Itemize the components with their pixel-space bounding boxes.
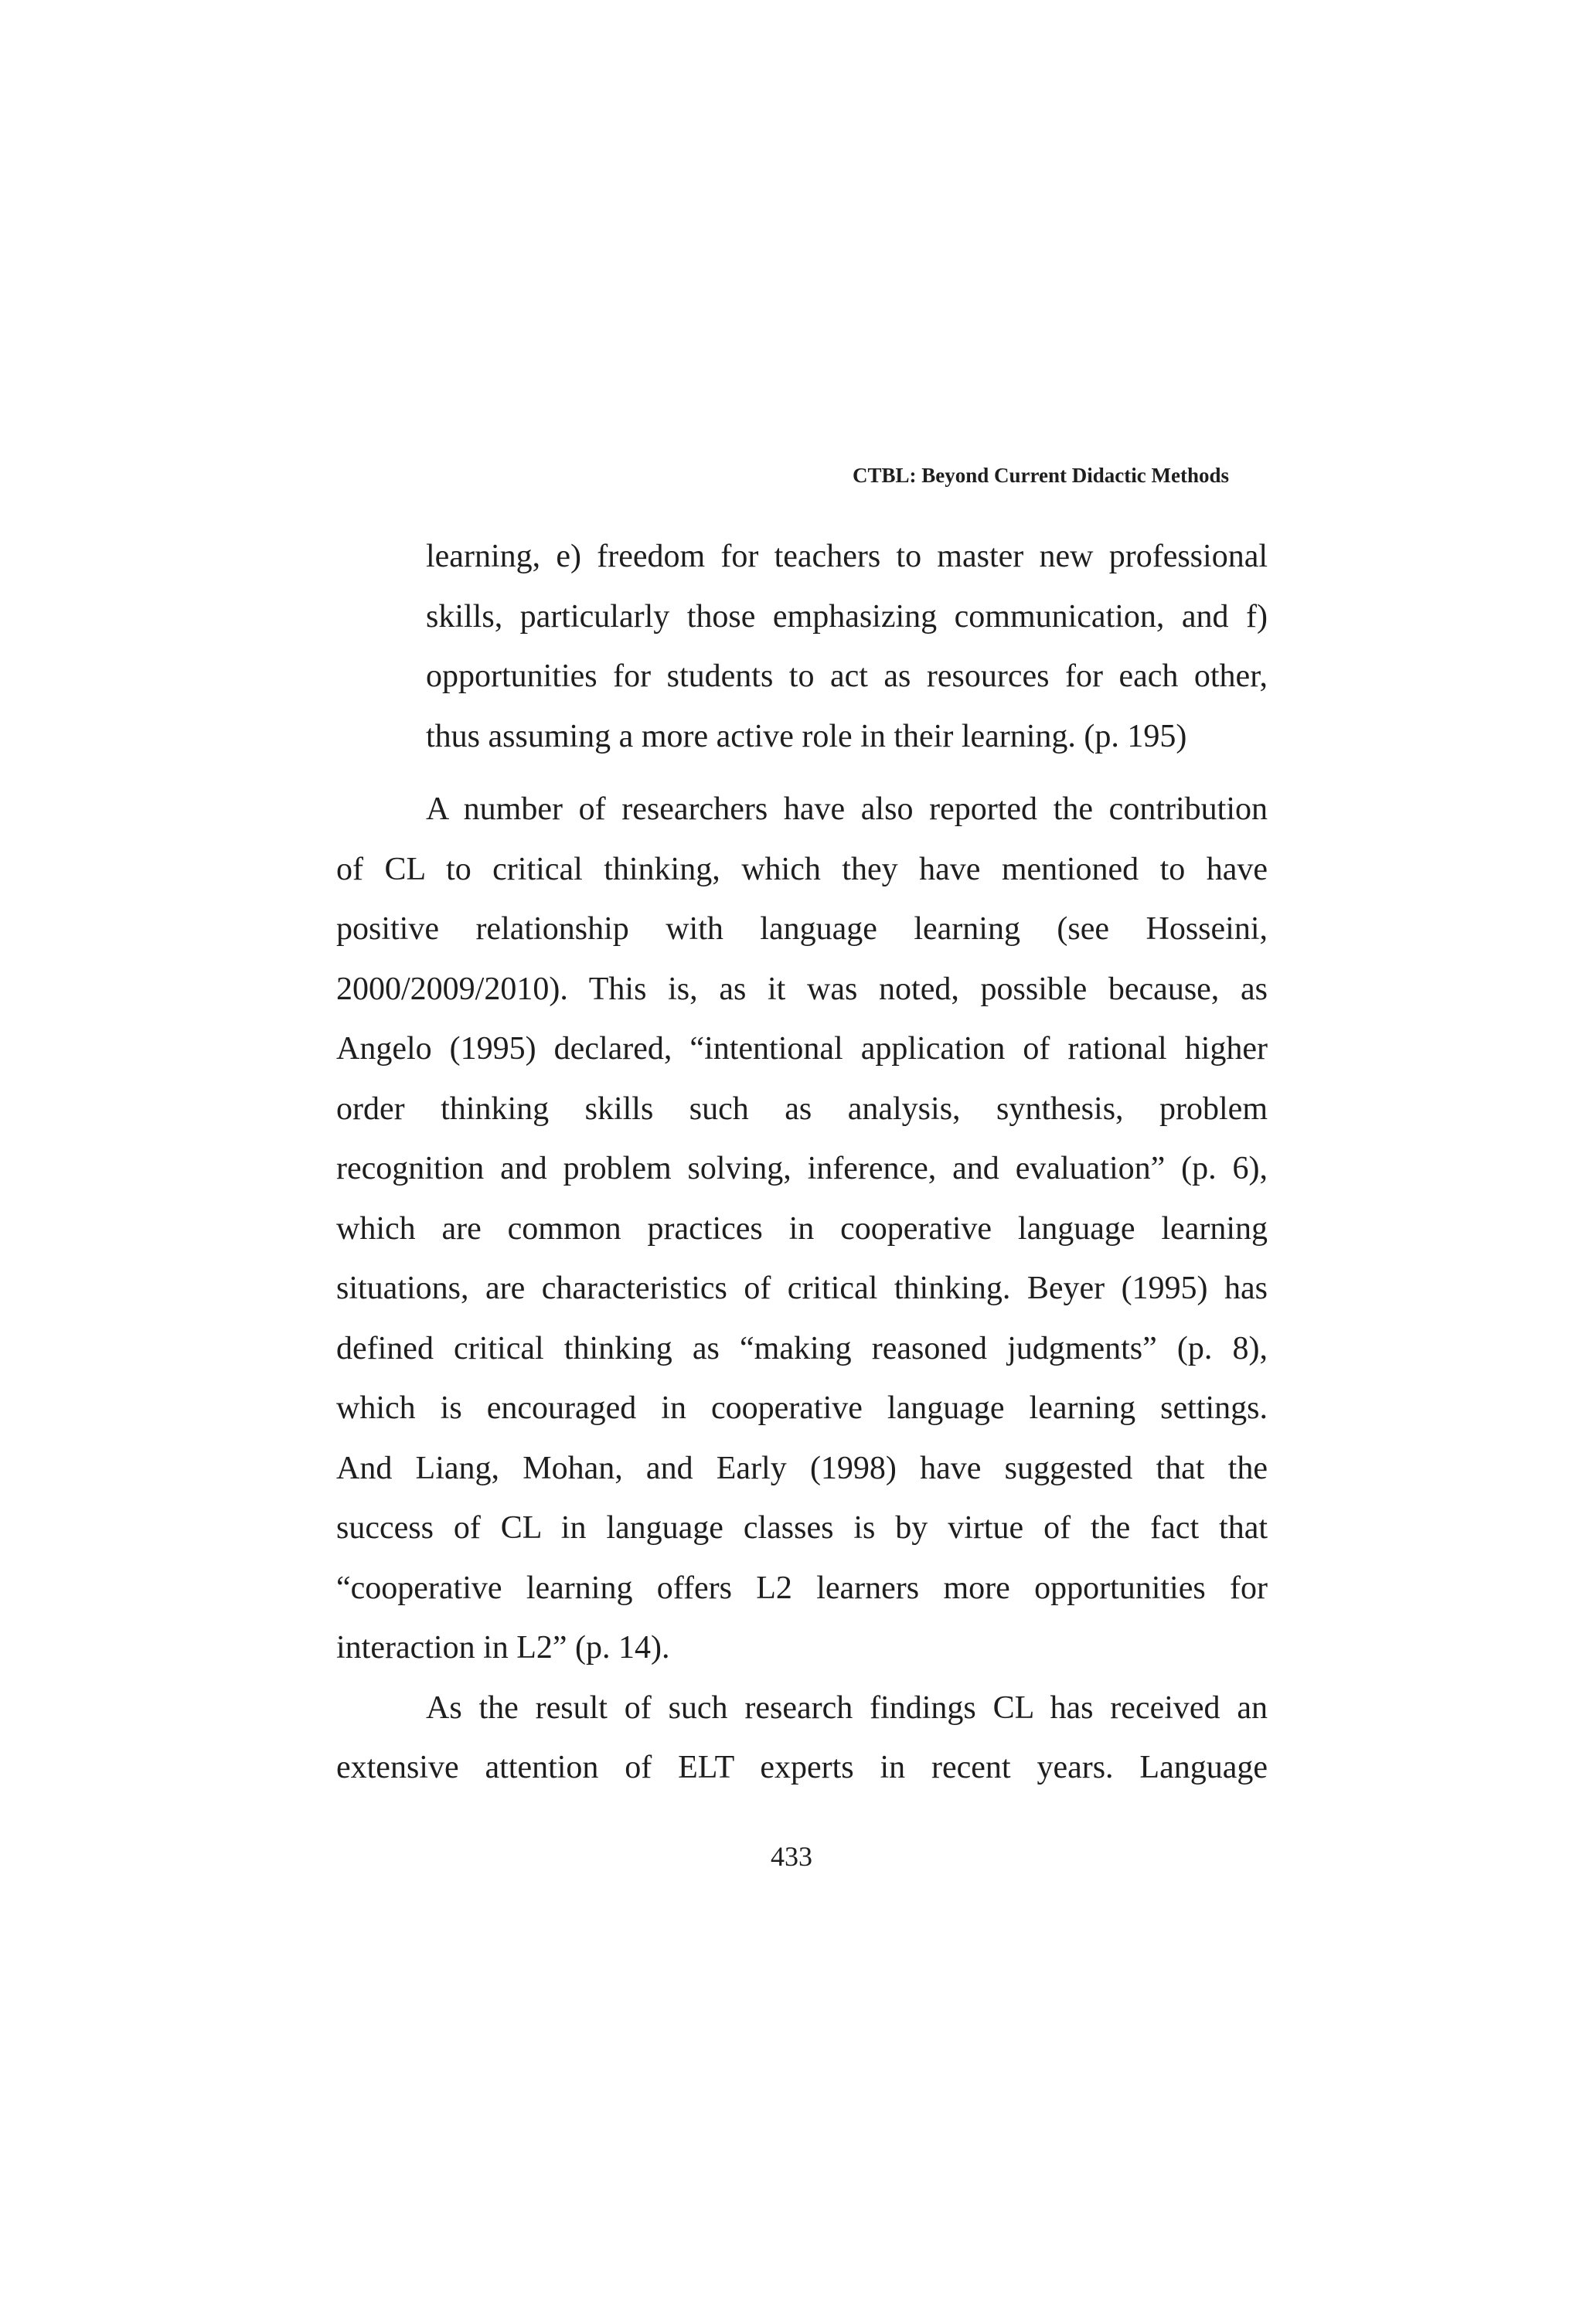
paragraph-line: defined critical thinking as “making reasoned judgments” (p. 8), [336,1330,1268,1366]
paragraph-line: 2000/2009/2010). This is, as it was noted, possible because, as [336,971,1268,1007]
paragraph-line: interaction in L2” (p. 14). [336,1630,670,1666]
paragraph-line: of CL to critical thinking, which they have mentioned to have [336,851,1268,887]
paragraph-line: As the result of such research findings CL has received an [426,1689,1268,1726]
quote-line: opportunities for students to act as resources for each other, [426,658,1268,694]
block-quote [426,527,1268,767]
paragraph-critical-thinking [336,780,1268,1679]
paragraph-line: success of CL in language classes is by virtue of the fact that [336,1510,1268,1546]
paragraph-line: And Liang, Mohan, and Early (1998) have suggested that the [336,1450,1268,1486]
paragraph-line: which is encouraged in cooperative language learning settings. [336,1390,1268,1426]
quote-line: learning, e) freedom for teachers to master new professional [426,539,1268,574]
body-text [336,527,1268,1798]
paragraph-line: “cooperative learning offers L2 learners more opportunities for [336,1570,1268,1606]
paragraph-line: positive relationship with language learning (see Hosseini, [336,911,1268,947]
paragraph-line: order thinking skills such as analysis, synthesis, problem [336,1091,1268,1127]
paragraph-line: A number of researchers have also reported the contribution [426,791,1268,827]
running-head: CTBL: Beyond Current Didactic Methods [852,464,1229,487]
paragraph-line: extensive attention of ELT experts in recent years. Language [336,1750,1268,1785]
paragraph-line: which are common practices in cooperative language learning [336,1210,1268,1247]
paragraph-elt-attention [336,1679,1268,1798]
paragraph-line: Angelo (1995) declared, “intentional application of rational higher [336,1031,1268,1067]
quote-line: thus assuming a more active role in their learning. (p. 195) [426,718,1187,754]
quote-line: skills, particularly those emphasizing communication, and f) [426,598,1268,635]
page-number: 433 [771,1841,812,1872]
paragraph-line: situations, are characteristics of critical thinking. Beyer (1995) has [336,1271,1268,1306]
paragraph-line: recognition and problem solving, inference, and evaluation” (p. 6), [336,1151,1268,1186]
